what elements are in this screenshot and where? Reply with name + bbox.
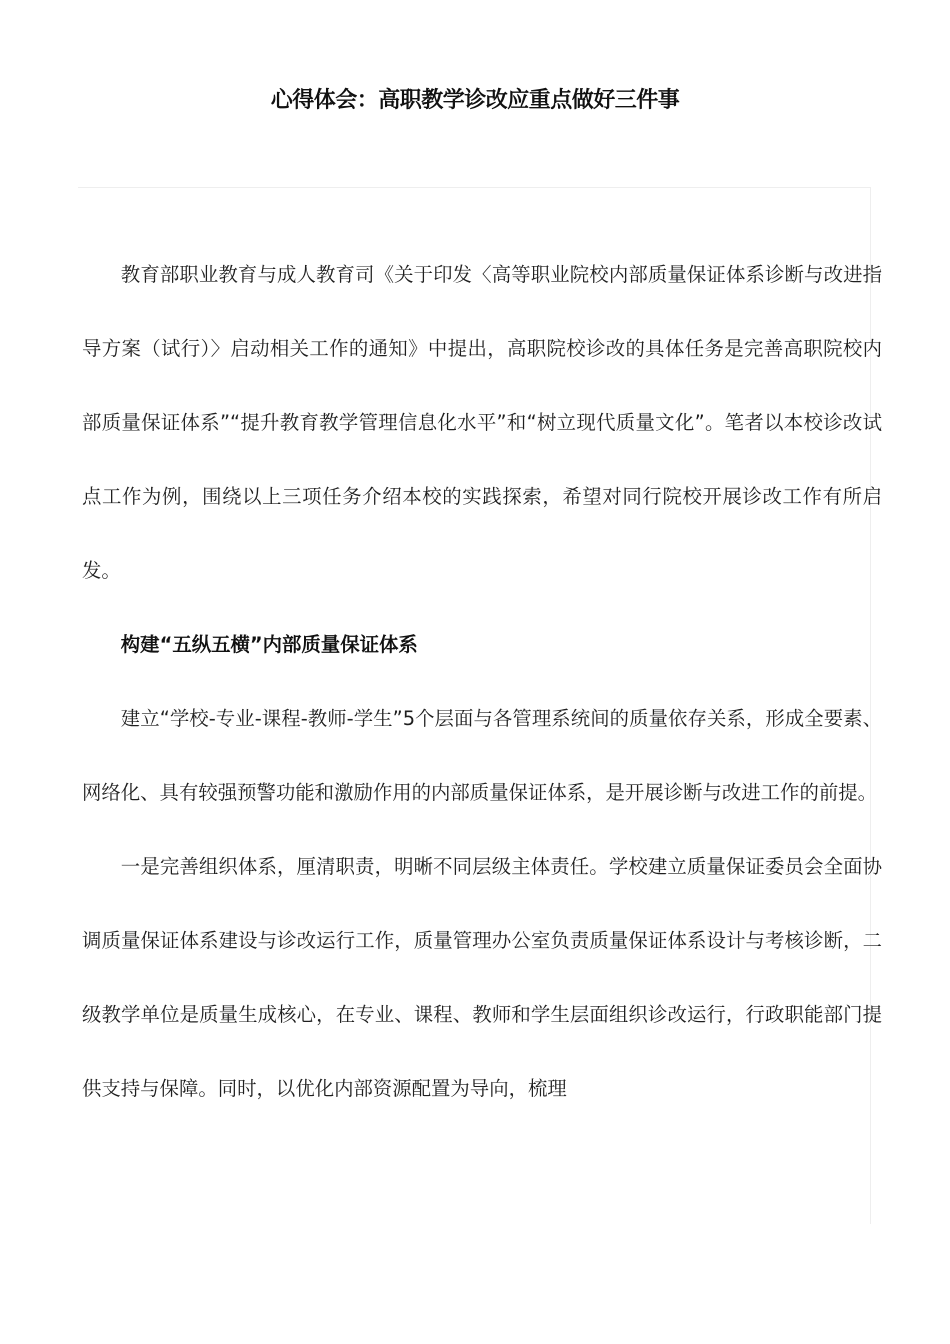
- body-paragraph: 一是完善组织体系，厘清职责，明晰不同层级主体责任。学校建立质量保证委员会全面协调质量保证体系建设与诊改运行工作，质量管理办公室负责质量保证体系设计与考核诊断，二级教学单位是质量生成核心，在专业、课程、教师和学生层面组织诊改运行，行政职能部门提供支持与保障。同时，以优化内部资源配置为导向，梳理: [82, 855, 882, 1100]
- section-heading: 构建“五纵五横”内部质量保证体系: [120, 633, 418, 656]
- document-body: [82, 238, 882, 1126]
- intro-paragraph: 教育部职业教育与成人教育司《关于印发〈高等职业院校内部质量保证体系诊断与改进指导方案（试行）〉启动相关工作的通知》中提出，高职院校诊改的具体任务是完善高职院校内部质量保证体系”“提升教育教学管理信息化水平”和“树立现代质量文化”。笔者以本校诊改试点工作为例，围绕以上三项任务介绍本校的实践探索，希望对同行院校开展诊改工作有所启发。: [82, 263, 882, 582]
- body-paragraph: 建立“学校-专业-课程-教师-学生”5个层面与各管理系统间的质量依存关系，形成全要素、网络化、具有较强预警功能和激励作用的内部质量保证体系，是开展诊断与改进工作的前提。: [82, 707, 882, 804]
- document-title: 心得体会：高职教学诊改应重点做好三件事: [270, 88, 680, 113]
